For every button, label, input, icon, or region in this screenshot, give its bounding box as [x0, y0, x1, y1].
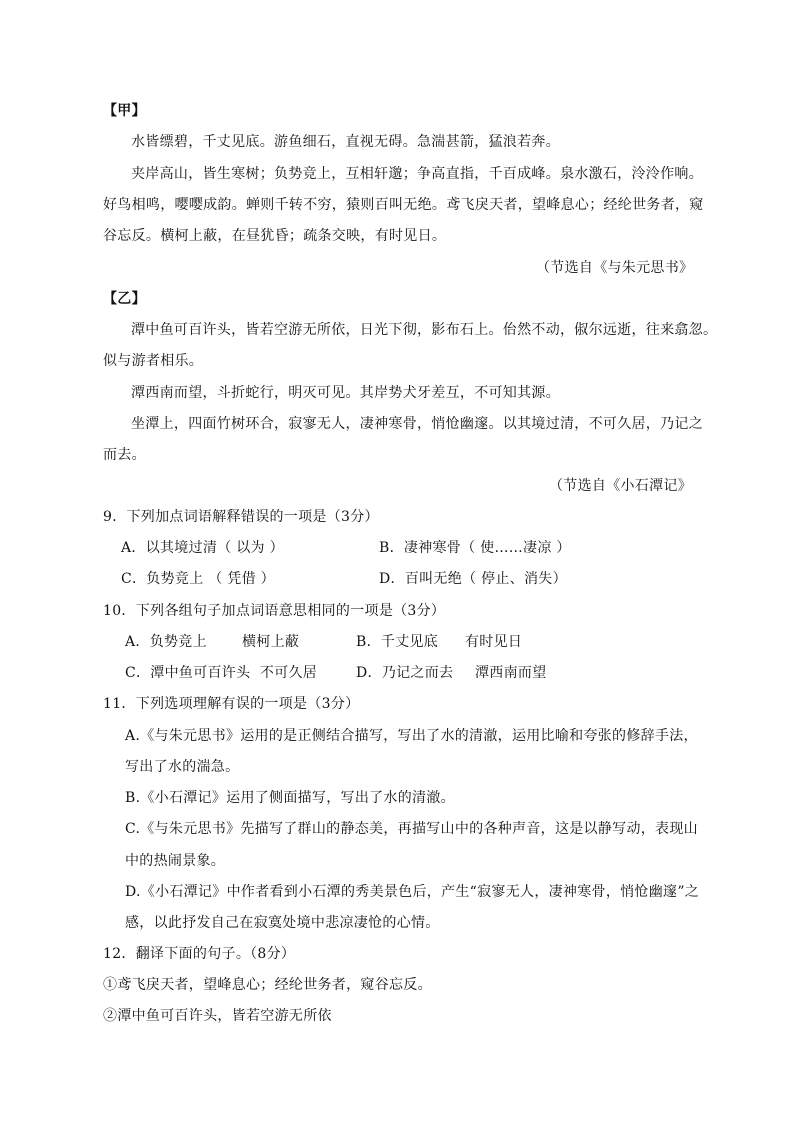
question-10-option-b: B．千丈见底 [356, 634, 439, 650]
question-9-option-d: D．百叫无绝（ 停止、消失） [379, 571, 567, 587]
question-10-option-c: C．潭中鱼可百许头 不可久居 [125, 665, 318, 681]
question-11-option-c: C.《与朱元思书》先描写了群山的静态美，再描写山中的各种声音，这是以静写动，表现山 [125, 821, 698, 837]
question-9-option-a: A．以其境过清（ 以为 ） [121, 540, 284, 556]
question-11-option-a-cont: 写出了水的湍急。 [125, 759, 240, 775]
section-heading-yi: 【乙】 [103, 291, 146, 307]
passage-source: （节选自《与朱元思书》 [536, 260, 694, 276]
question-12-stem: 12．翻译下面的句子。（8分） [103, 946, 296, 962]
translation-sentence-2: ②潭中鱼可百许头，皆若空游无所依 [103, 1008, 332, 1024]
section-heading-jia: 【甲】 [103, 103, 146, 119]
question-11-option-c-cont: 中的热闹景象。 [125, 853, 226, 869]
question-11-option-b: B.《小石潭记》运用了侧面描写，写出了水的清澈。 [125, 790, 455, 806]
question-11-option-a: A.《与朱元思书》运用的是正侧结合描写，写出了水的清澈，运用比喻和夸张的修辞手法， [125, 728, 698, 744]
question-9-option-b: B．凄神寒骨（ 使……凄凉 ） [379, 540, 571, 556]
question-9-option-c: C．负势竞上 （ 凭借 ） [121, 571, 275, 587]
passage-line: 水皆缥碧，千丈见底。游鱼细石，直视无碍。急湍甚箭，猛浪若奔。 [131, 134, 560, 150]
passage-line: 谷忘反。横柯上蔽，在昼犹昏；疏条交映，有时见日。 [103, 228, 447, 244]
question-11-stem: 11．下列选项理解有误的一项是（3分） [103, 696, 360, 712]
question-10-option-d: D．乃记之而去 [356, 665, 454, 681]
passage-line: 潭中鱼可百许头，皆若空游无所依，日光下彻，影布石上。佁然不动，俶尔远逝，往来翕忽。 [131, 322, 718, 338]
question-10-option-d-pair: 潭西南而望 [475, 665, 547, 681]
question-11-option-d-cont: 感，以此抒发自己在寂寞处境中悲凉凄怆的心情。 [125, 915, 440, 931]
passage-source: （节选自《小石潭记》 [549, 478, 692, 494]
question-11-option-d: D.《小石潭记》中作者看到小石潭的秀美景色后，产生“寂寥无人，凄神寒骨，悄怆幽邃”之 [125, 884, 700, 900]
question-10-option-a: A．负势竞上 [125, 634, 207, 650]
question-10-option-a-pair: 横柯上蔽 [242, 634, 300, 650]
passage-line: 似与游者相乐。 [103, 353, 204, 369]
question-10-stem: 10．下列各组句子加点词语意思相同的一项是（3分） [103, 603, 446, 619]
passage-line: 坐潭上，四面竹树环合，寂寥无人，凄神寒骨，悄怆幽邃。以其境过清，不可久居，乃记之 [131, 416, 703, 432]
passage-line: 而去。 [103, 447, 146, 463]
question-10-option-b-pair: 有时见日 [465, 634, 523, 650]
passage-line: 潭西南而望，斗折蛇行，明灭可见。其岸势犬牙差互，不可知其源。 [131, 385, 560, 401]
passage-line: 好鸟相鸣，嘤嘤成韵。蝉则千转不穷，猿则百叫无绝。鸢飞戾天者，望峰息心；经纶世务者，窥 [103, 197, 704, 213]
passage-line: 夹岸高山，皆生寒树；负势竞上，互相轩邈；争高直指，千百成峰。泉水激石，泠泠作响。 [131, 166, 703, 182]
question-9-stem: 9．下列加点词语解释错误的一项是（3分） [103, 509, 379, 525]
translation-sentence-1: ①鸢飞戾天者，望峰息心；经纶世务者，窥谷忘反。 [103, 977, 432, 993]
